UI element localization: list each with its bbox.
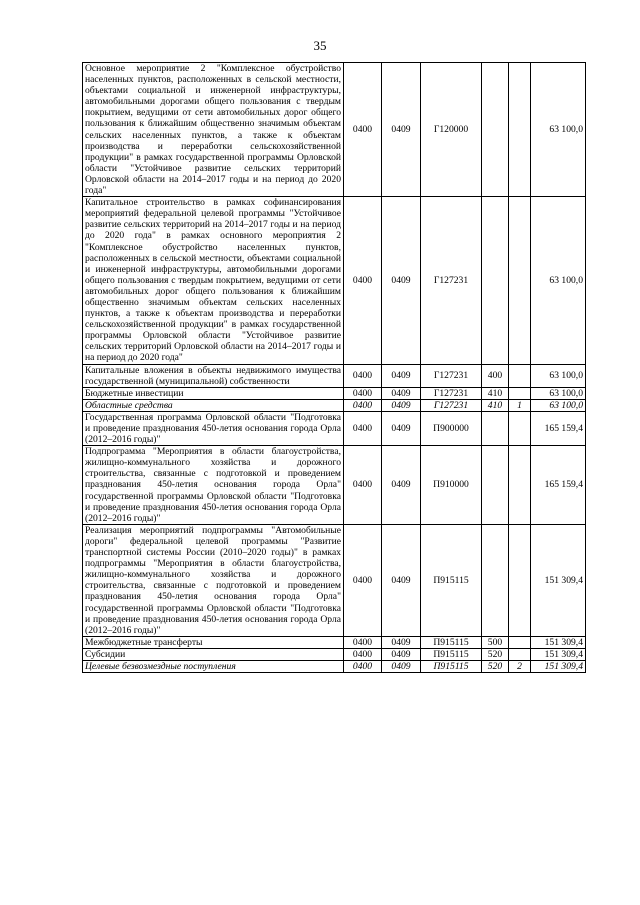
row-name: Подпрограмма "Мероприятия в области благоустройства, жилищно-коммунального хозяйства и дорожного строительства, связанные с подготовкой и проведением празднования 450-летия основания города Орла" государственной программы Орловской области "Подготовка и проведение празднования 450-летия основания города Орла (2012–2016 годы)" — [83, 446, 344, 525]
row-subsection: 0409 — [382, 197, 421, 364]
row-expense-type — [482, 63, 509, 197]
row-target-code: Г127231 — [421, 364, 482, 387]
row-section: 0400 — [344, 399, 382, 411]
row-target-code: П910000 — [421, 446, 482, 525]
row-name: Целевые безвозмездные поступления — [83, 660, 344, 672]
table-row — [83, 648, 586, 660]
row-funding-source — [509, 63, 531, 197]
row-amount: 63 100,0 — [531, 399, 586, 411]
row-target-code: Г127231 — [421, 197, 482, 364]
row-subsection: 0409 — [382, 648, 421, 660]
row-target-code: П915115 — [421, 660, 482, 672]
row-funding-source — [509, 636, 531, 648]
row-expense-type — [482, 524, 509, 636]
row-funding-source — [509, 524, 531, 636]
row-amount: 165 159,4 — [531, 446, 586, 525]
row-amount: 151 309,4 — [531, 648, 586, 660]
row-amount: 63 100,0 — [531, 387, 586, 399]
table-row — [83, 364, 586, 387]
row-expense-type — [482, 446, 509, 525]
row-name: Межбюджетные трансферты — [83, 636, 344, 648]
budget-table — [82, 62, 586, 673]
row-name: Субсидии — [83, 648, 344, 660]
table-row — [83, 387, 586, 399]
row-expense-type — [482, 197, 509, 364]
row-subsection: 0409 — [382, 387, 421, 399]
row-subsection: 0409 — [382, 63, 421, 197]
row-expense-type: 410 — [482, 399, 509, 411]
row-amount: 151 309,4 — [531, 636, 586, 648]
table-row — [83, 197, 586, 364]
row-name: Государственная программа Орловской области "Подготовка и проведение празднования 450-летия основания города Орла (2012–2016 годы)" — [83, 411, 344, 445]
row-name: Реализация мероприятий подпрограммы "Автомобильные дороги" федеральной целевой программы "Развитие транспортной системы России (2010–2020 годы)" в рамках подпрограммы "Мероприятия в области благоустройства, жилищно-коммунального хозяйства и дорожного строительства, связанные с подготовкой и проведением празднования 450-летия основания города Орла" государственной программы Орловской области "Подготовка и проведение празднования 450-летия основания города Орла (2012–2016 годы)" — [83, 524, 344, 636]
row-section: 0400 — [344, 387, 382, 399]
row-funding-source: 2 — [509, 660, 531, 672]
row-amount: 151 309,4 — [531, 524, 586, 636]
row-name: Областные средства — [83, 399, 344, 411]
table-row — [83, 636, 586, 648]
row-subsection: 0409 — [382, 660, 421, 672]
row-expense-type: 520 — [482, 660, 509, 672]
row-expense-type: 400 — [482, 364, 509, 387]
page-number: 35 — [313, 38, 327, 53]
table-row — [83, 411, 586, 445]
row-funding-source — [509, 364, 531, 387]
row-subsection: 0409 — [382, 636, 421, 648]
row-amount: 63 100,0 — [531, 364, 586, 387]
row-subsection: 0409 — [382, 399, 421, 411]
row-target-code: Г127231 — [421, 387, 482, 399]
row-target-code: Г127231 — [421, 399, 482, 411]
row-section: 0400 — [344, 524, 382, 636]
row-expense-type: 410 — [482, 387, 509, 399]
row-target-code: П915115 — [421, 648, 482, 660]
row-subsection: 0409 — [382, 446, 421, 525]
row-name: Основное мероприятие 2 "Комплексное обустройство населенных пунктов, расположенных в сельской местности, объектами социальной и инженерной инфраструктуры, автомобильными дорогами общего пользования с твердым покрытием, ведущими от сети автомобильных дорог общего пользования к ближайшим общественно значимым объектам сельских населенных пунктов, а также к объектам производства и переработки сельскохозяйственной продукции" в рамках государственной программы Орловской области "Устойчивое развитие сельских территорий Орловской области на 2014–2017 годы и на период до 2020 года" — [83, 63, 344, 197]
row-subsection: 0409 — [382, 364, 421, 387]
table-row — [83, 446, 586, 525]
table-row — [83, 63, 586, 197]
row-funding-source — [509, 446, 531, 525]
row-funding-source — [509, 411, 531, 445]
row-target-code: Г120000 — [421, 63, 482, 197]
row-expense-type: 520 — [482, 648, 509, 660]
row-section: 0400 — [344, 197, 382, 364]
table-row — [83, 660, 586, 672]
row-section: 0400 — [344, 446, 382, 525]
row-name: Капитальные вложения в объекты недвижимого имущества государственной (муниципальной) собственности — [83, 364, 344, 387]
row-name: Капитальное строительство в рамках софинансирования мероприятий федеральной целевой программы "Устойчивое развитие сельских территорий на 2014–2017 годы и на период до 2020 года" в рамках основного мероприятия 2 "Комплексное обустройство населенных пунктов, расположенных в сельской местности, объектами социальной и инженерной инфраструктуры, автомобильными дорогами общего пользования с твердым покрытием, ведущими от сети автомобильных дорог общего пользования к ближайшим общественно значимым объектам сельских населенных пунктов, а также к объектам производства и переработки сельскохозяйственной продукции" в рамках государственной программы Орловской области "Устойчивое развитие сельских территорий Орловской области на 2014–2017 годы и на период до 2020 года" — [83, 197, 344, 364]
row-amount: 165 159,4 — [531, 411, 586, 445]
row-funding-source — [509, 648, 531, 660]
row-target-code: П915115 — [421, 524, 482, 636]
row-funding-source — [509, 197, 531, 364]
row-subsection: 0409 — [382, 411, 421, 445]
row-amount: 151 309,4 — [531, 660, 586, 672]
table-row — [83, 524, 586, 636]
row-section: 0400 — [344, 636, 382, 648]
row-amount: 63 100,0 — [531, 197, 586, 364]
row-section: 0400 — [344, 411, 382, 445]
row-funding-source: 1 — [509, 399, 531, 411]
row-section: 0400 — [344, 63, 382, 197]
row-section: 0400 — [344, 648, 382, 660]
row-amount: 63 100,0 — [531, 63, 586, 197]
row-expense-type — [482, 411, 509, 445]
table-row — [83, 399, 586, 411]
row-funding-source — [509, 387, 531, 399]
row-expense-type: 500 — [482, 636, 509, 648]
row-target-code: П915115 — [421, 636, 482, 648]
row-section: 0400 — [344, 364, 382, 387]
row-target-code: П900000 — [421, 411, 482, 445]
row-section: 0400 — [344, 660, 382, 672]
row-name: Бюджетные инвестиции — [83, 387, 344, 399]
row-subsection: 0409 — [382, 524, 421, 636]
